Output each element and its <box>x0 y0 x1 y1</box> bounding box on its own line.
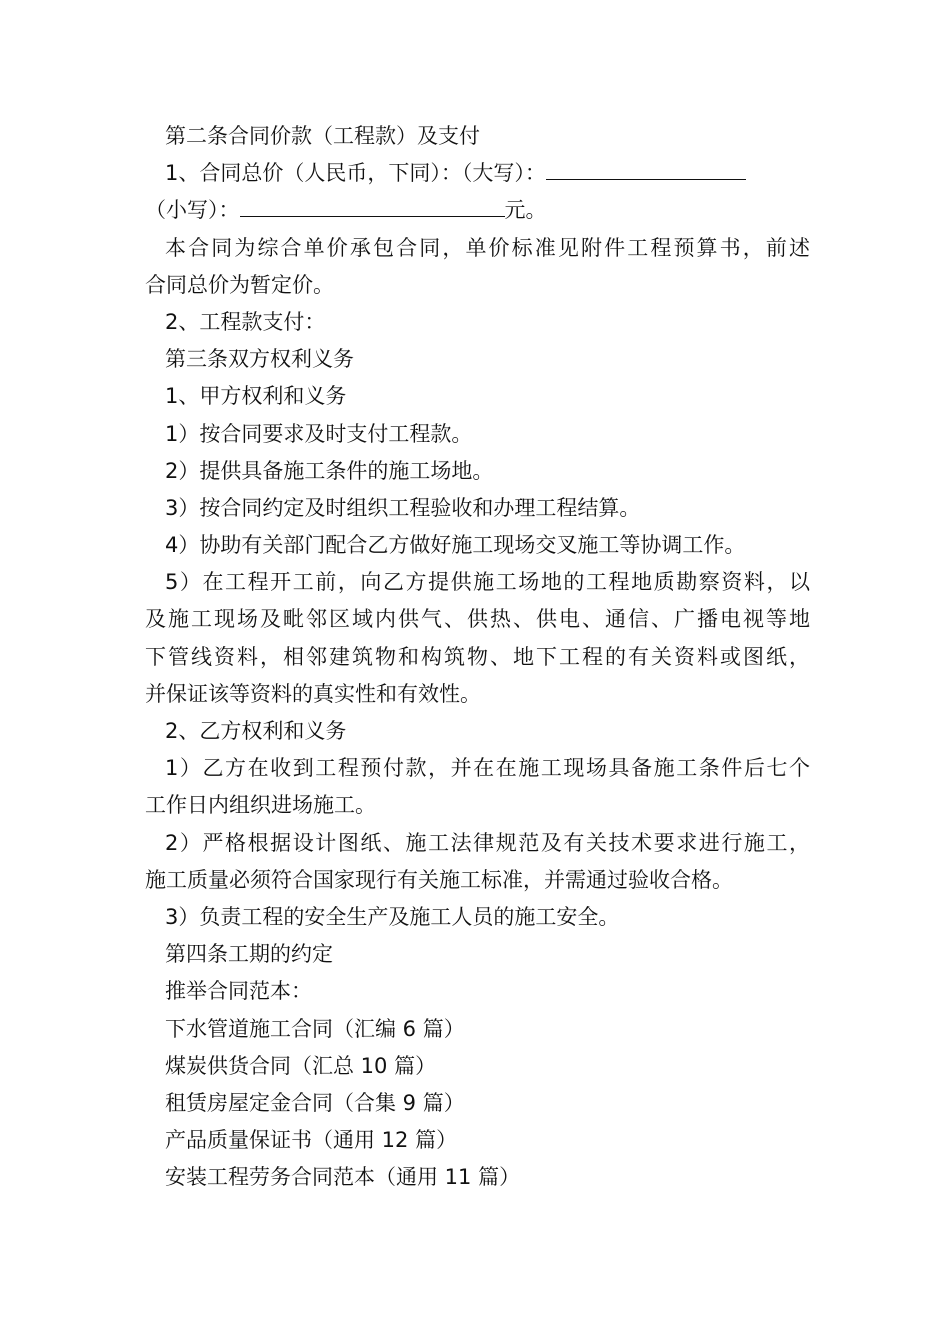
unit-price-paragraph-line1: 本合同为综合单价承包合同，单价标准见附件工程预算书，前述 <box>165 235 810 260</box>
party-b-item-1-line2: 工作日内组织进场施工。 <box>145 793 376 818</box>
payment-line: 2、工程款支付： <box>165 309 326 334</box>
article3-heading: 第三条双方权利义务 <box>165 347 354 372</box>
unit-price-paragraph-line2: 合同总价为暂定价。 <box>145 272 334 297</box>
party-a-item-5-line2: 及施工现场及毗邻区域内供气、供热、供电、通信、广播电视等地 <box>145 607 810 632</box>
contract-price-line <box>145 155 810 192</box>
price-lowercase-blank[interactable] <box>240 194 505 217</box>
party-b-item-1-line1: 1）乙方在收到工程预付款，并在在施工现场具备施工条件后七个 <box>165 756 810 781</box>
document-body <box>145 118 810 1196</box>
party-a-item-4: 4）协助有关部门配合乙方做好施工现场交叉施工等协调工作。 <box>165 533 746 558</box>
party-a-item-5-line3: 下管线资料，相邻建筑物和构筑物、地下工程的有关资料或图纸， <box>145 644 810 669</box>
party-a-item-1: 1）按合同要求及时支付工程款。 <box>165 421 473 446</box>
party-a-title: 1、甲方权利和义务 <box>165 384 347 409</box>
price-unit: 元。 <box>504 198 547 223</box>
price-small-label: （小写）： <box>145 198 240 223</box>
party-a-item-5-line4: 并保证该等资料的真实性和有效性。 <box>145 681 481 706</box>
party-a-item-3: 3）按合同约定及时组织工程验收和办理工程结算。 <box>165 495 641 520</box>
contract-price-small-line <box>145 192 810 229</box>
recommend-link[interactable]: 租赁房屋定金合同（合集 9 篇） <box>165 1090 465 1115</box>
recommend-title: 推举合同范本： <box>165 979 312 1004</box>
recommend-link[interactable]: 下水管道施工合同（汇编 6 篇） <box>165 1016 465 1041</box>
party-b-item-2-line2: 施工质量必须符合国家现行有关施工标准，并需通过验收合格。 <box>145 867 733 892</box>
recommend-link[interactable]: 安装工程劳务合同范本（通用 11 篇） <box>165 1165 521 1190</box>
article2-heading: 第二条合同价款（工程款）及支付 <box>165 124 480 148</box>
contract-price-label: 1、合同总价（人民币，下同）：（大写）： <box>165 161 546 186</box>
party-b-item-3: 3）负责工程的安全生产及施工人员的施工安全。 <box>165 904 620 929</box>
recommend-link[interactable]: 产品质量保证书（通用 12 篇） <box>165 1128 458 1153</box>
party-a-item-2: 2）提供具备施工条件的施工场地。 <box>165 458 494 483</box>
party-b-item-2-line1: 2）严格根据设计图纸、施工法律规范及有关技术要求进行施工， <box>165 830 810 855</box>
article4-heading: 第四条工期的约定 <box>165 942 333 967</box>
party-b-title: 2、乙方权利和义务 <box>165 719 347 743</box>
party-a-item-5-line1: 5）在工程开工前，向乙方提供施工场地的工程地质勘察资料，以 <box>165 570 810 595</box>
recommend-link[interactable]: 煤炭供货合同（汇总 10 篇） <box>165 1053 437 1078</box>
price-uppercase-blank[interactable] <box>546 157 746 180</box>
